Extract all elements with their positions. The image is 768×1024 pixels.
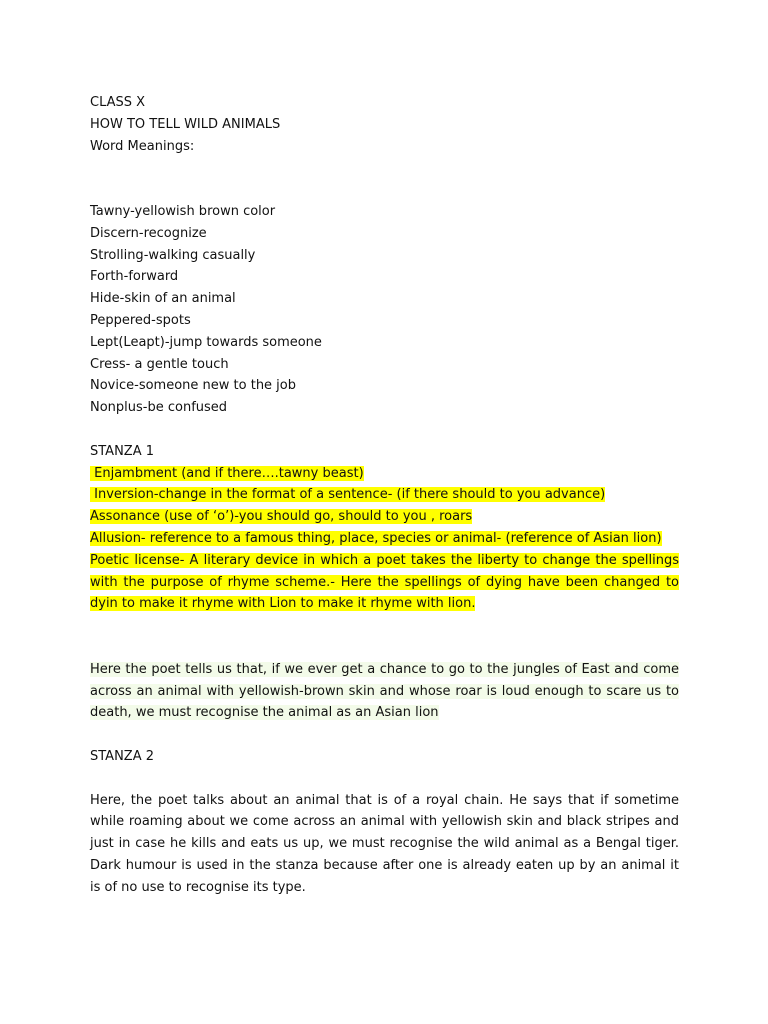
word-meaning-item: Cress- a gentle touch [90,356,229,372]
word-meaning-item: Discern-recognize [90,225,207,241]
spacer [90,724,679,746]
word-meaning-item: Strolling-walking casually [90,247,256,263]
stanza-1-heading: STANZA 1 [90,443,155,459]
poetic-license-note [90,550,679,615]
spacer [90,768,679,790]
word-meanings-heading: Word Meanings: [90,138,195,154]
spacer [90,615,679,659]
literary-device-item: Enjambment (and if there….tawny beast) [90,465,364,481]
class-label: CLASS X [90,95,146,110]
stanza-1-devices [90,463,679,550]
word-meaning-item: Hide-skin of an animal [90,291,236,307]
word-meaning-item: Tawny-yellowish brown color [90,203,276,219]
literary-device-item: Assonance (use of ‘o’)-you should go, should to you , roars [90,509,473,525]
poetic-license-text: Poetic license- A literary device in which a poet takes the liberty to change the spellings with the purpose of rhyme scheme.- Here the spellings of dying have been changed to dyin to make it rhyme with Lion to make it rhyme with lion. [90,552,679,612]
stanza-2-explanation: Here, the poet talks about an animal that is of a royal chain. He says that if sometime while roaming about we come across an animal with yellowish skin and black stripes and just in case he kills and eats us up, we must recognise the wild animal as a Bengal tiger. Dark humour is used in the stanza because after one is already eaten up by an animal it is of no use to recognise its type. [90,792,679,895]
literary-device-item: Allusion- reference to a famous thing, place, species or animal- (reference of Asian lion) [90,530,662,546]
literary-device-item: Inversion-change in the format of a sentence- (if there should to you advance) [90,487,606,503]
stanza-1-explanation [90,659,679,724]
word-meaning-item: Nonplus-be confused [90,400,228,416]
stanza-2-heading: STANZA 2 [90,748,155,764]
word-meaning-item: Forth-forward [90,269,179,285]
word-meaning-item: Lept(Leapt)-jump towards someone [90,334,322,350]
spacer [90,157,679,201]
word-meanings-list [90,201,679,419]
word-meaning-item: Novice-someone new to the job [90,378,297,394]
stanza-1-explanation-text: Here the poet tells us that, if we ever get a chance to go to the jungles of East and come across an animal with yellowish-brown skin and whose roar is loud enough to scare us to death, we must recognise the animal as an Asian lion [90,661,679,721]
document-page [90,92,679,898]
word-meaning-item: Peppered-spots [90,312,191,328]
spacer [90,419,679,441]
document-title: HOW TO TELL WILD ANIMALS [90,116,281,132]
